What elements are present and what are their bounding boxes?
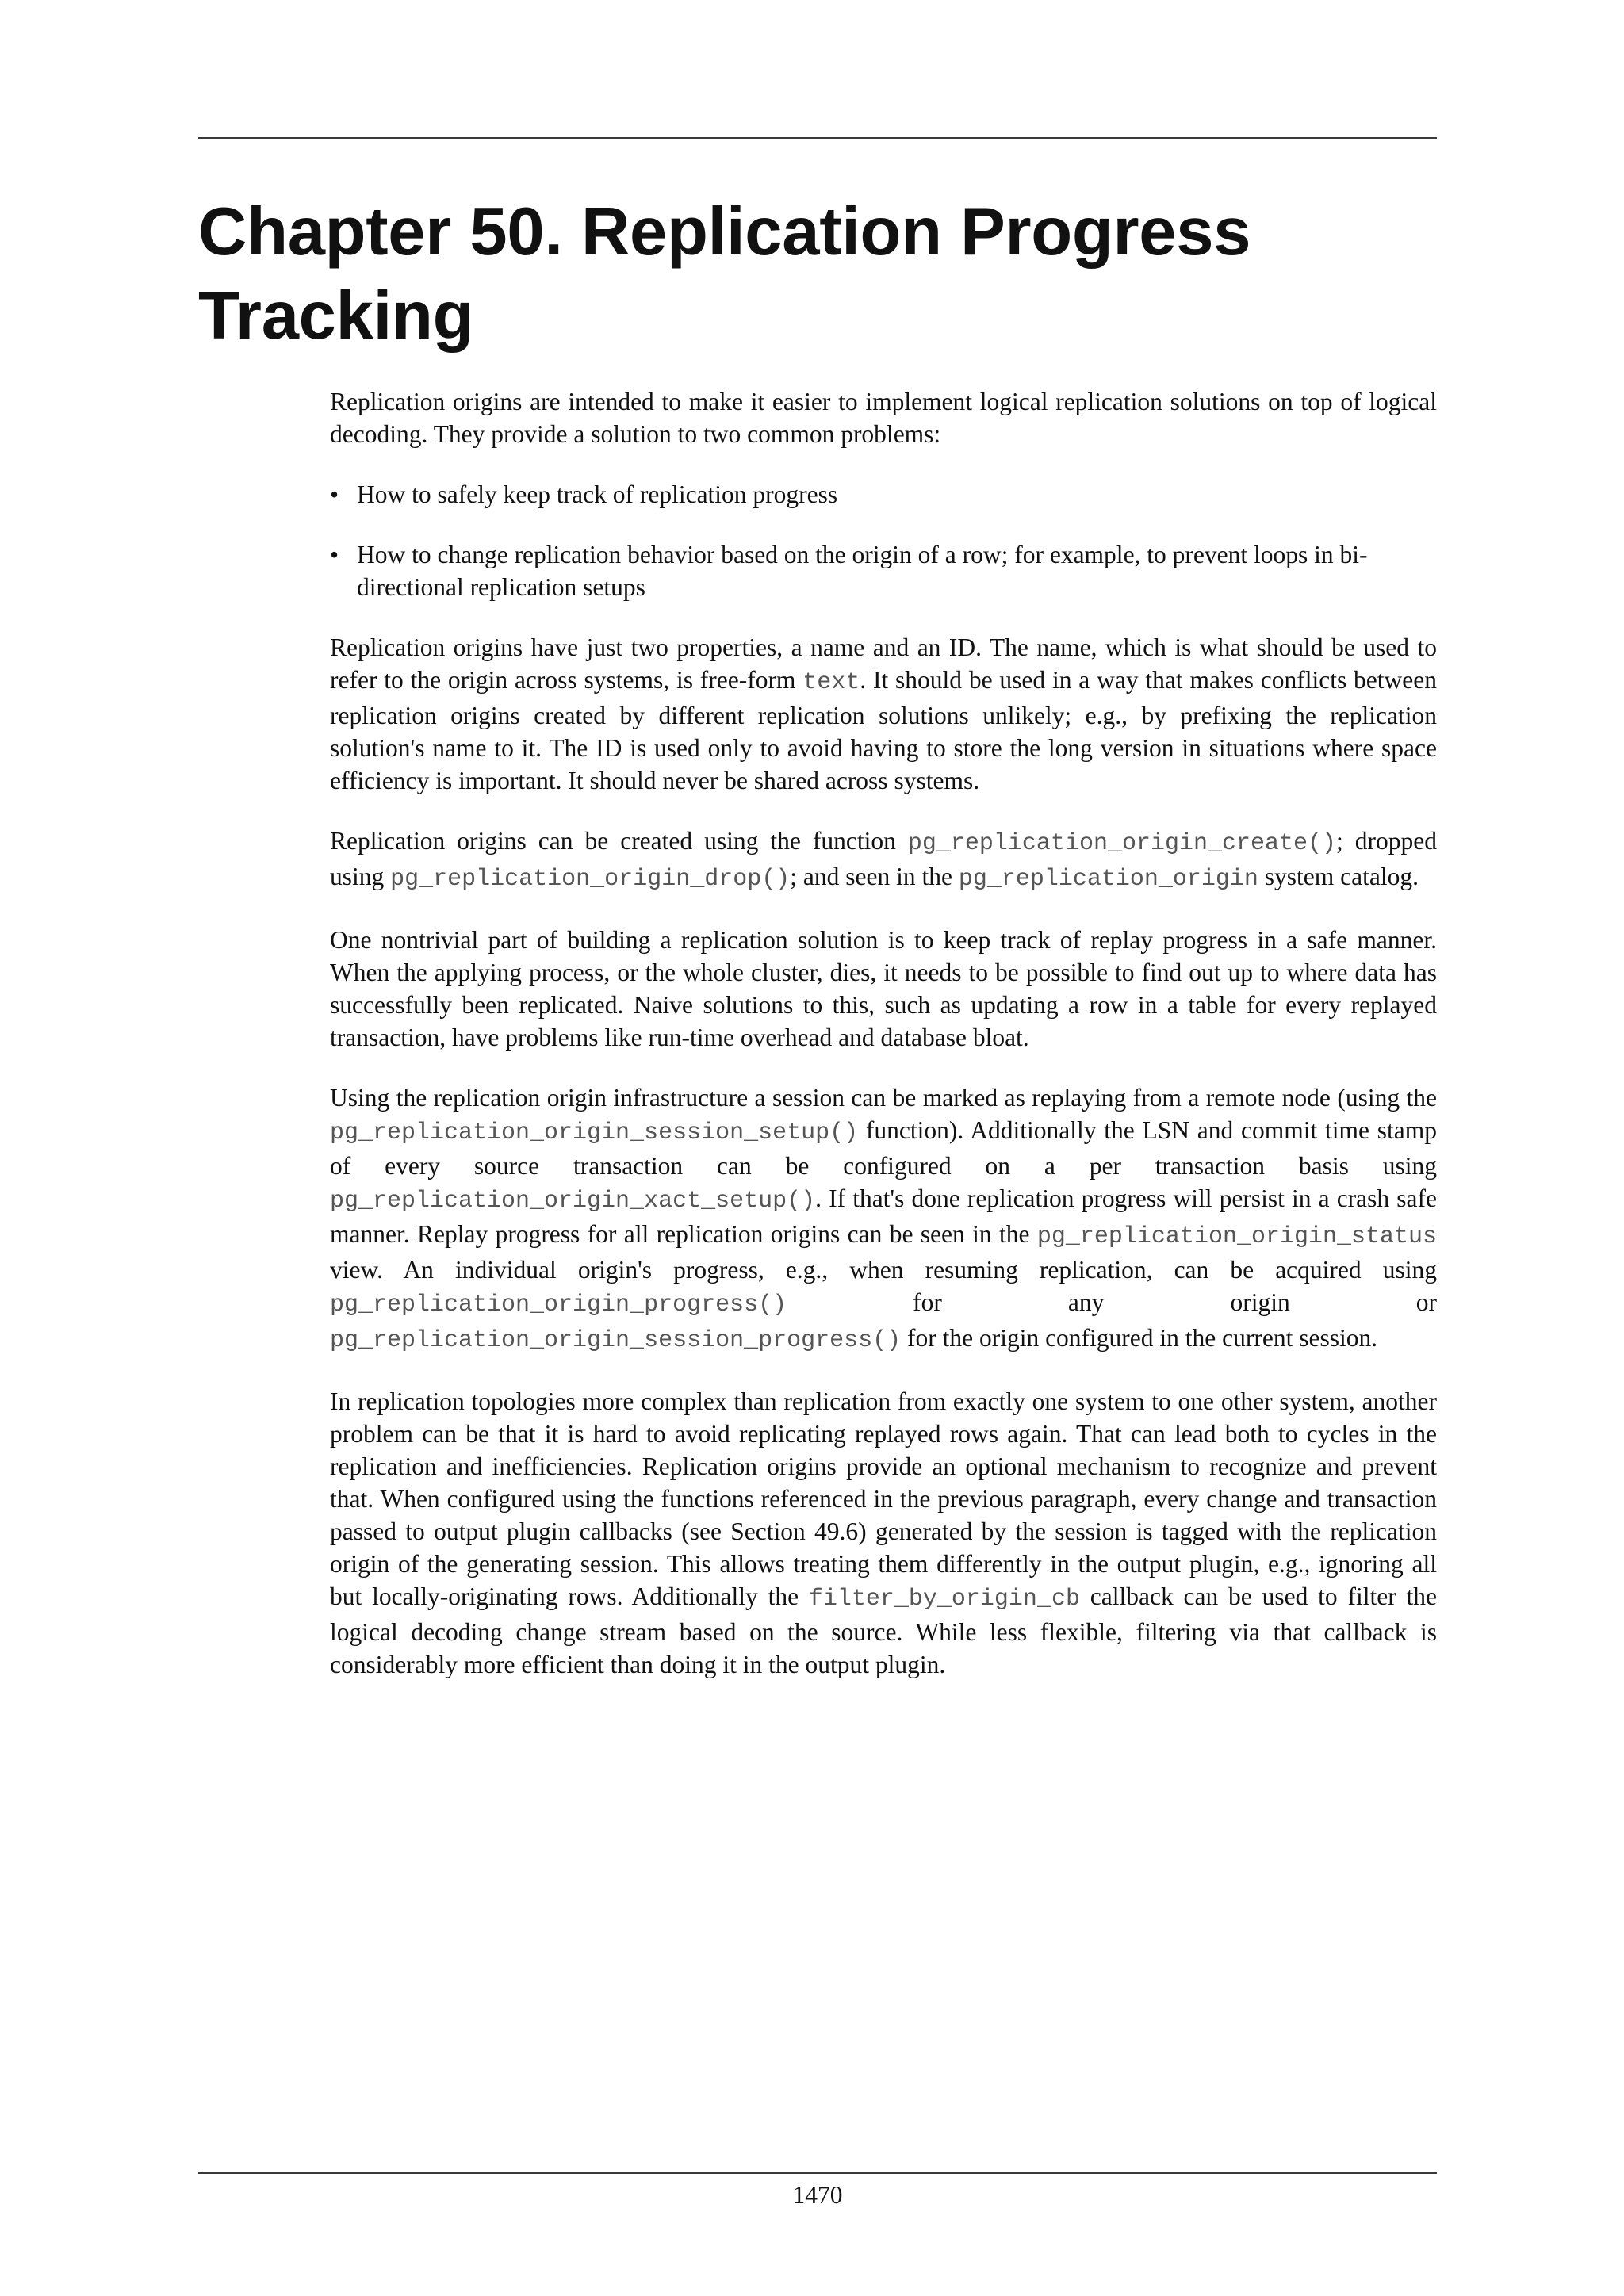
text-run: for the origin configured in the current session. <box>901 1324 1378 1352</box>
functions-paragraph <box>330 825 1437 896</box>
text-run: function). Additionally the LSN and commit time stamp of every source transaction can be configured on a per transaction basis using <box>330 1116 1437 1180</box>
properties-paragraph <box>330 631 1437 797</box>
chapter-title: Chapter 50. Replication Progress Tracking <box>198 194 1251 354</box>
text-run: Replication origins can be created using the function <box>330 827 908 855</box>
function-name: pg_replication_origin_xact_setup() <box>330 1188 816 1215</box>
text-run: view. An individual origin's progress, e.g., when resuming replication, can be acquired using <box>330 1256 1437 1284</box>
text-run: callback can be used to filter the logical decoding change stream based on the source. While less flexible, filtering via that callback is considerably more efficient than doing it in the output plugin. <box>330 1582 1437 1678</box>
text-run: Using the replication origin infrastructure a session can be marked as replaying from a remote node (using the <box>330 1084 1437 1112</box>
header-rule <box>198 137 1437 139</box>
list-item <box>330 478 1437 511</box>
view-name: pg_replication_origin_status <box>1036 1223 1437 1250</box>
text-run: In replication topologies more complex than replication from exactly one system to one other system, another problem can be that it is hard to avoid replicating replayed rows again. That can lead both to cycles in the replication and inefficiencies. Replication origins provide an optional mechanism to recognize and prevent that. When configured using the functions referenced in the previous paragraph, every change and transaction passed to output plugin callbacks (see Section 49.6) generated by the session is tagged with the replication origin of the generating session. This allows treating them differently in the output plugin, e.g., ignoring all but locally-originating rows. Additionally the <box>330 1387 1437 1610</box>
bullet-icon: • <box>330 541 339 568</box>
function-name: pg_replication_origin_progress() <box>330 1292 787 1318</box>
catalog-name: pg_replication_origin <box>958 866 1258 893</box>
text-run: system catalog. <box>1258 863 1419 890</box>
problems-list <box>330 478 1437 603</box>
text-run: Replication origins have just two properties, a name and an ID. The name, which is what should be used to refer to the origin across systems, is free-form <box>330 633 1437 694</box>
type-literal: text <box>802 669 860 696</box>
function-name: pg_replication_origin_drop() <box>390 866 791 893</box>
chapter-body <box>330 385 1437 1709</box>
list-item-text: How to safely keep track of replication progress <box>357 480 838 508</box>
callback-name: filter_by_origin_cb <box>808 1586 1080 1613</box>
list-item <box>330 538 1437 603</box>
text-run: . It should be used in a way that makes conflicts between replication origins created by different replication solutions unlikely; e.g., by prefixing the replication solution's name to it. The ID is used only to avoid having to store the long version in situations where space efficiency is important. It should never be shared across systems. <box>330 666 1437 794</box>
intro-paragraph: Replication origins are intended to make it easier to implement logical replication solutions on top of logical decoding. They provide a solution to two common problems: <box>330 388 1437 448</box>
infrastructure-paragraph <box>330 1081 1437 1357</box>
text-run: . If that's done replication progress will persist in a crash safe manner. Replay progress for all replication origins can be seen in the <box>330 1184 1437 1248</box>
text-run: for any origin or <box>787 1288 1437 1316</box>
page-number: 1470 <box>792 2181 843 2209</box>
topologies-paragraph <box>330 1385 1437 1681</box>
function-name: pg_replication_origin_session_setup() <box>330 1119 859 1146</box>
function-name: pg_replication_origin_session_progress() <box>330 1327 902 1354</box>
nontrivial-paragraph: One nontrivial part of building a replication solution is to keep track of replay progress in a safe manner. When the applying process, or the whole cluster, dies, it needs to be possible to find out up to where data has successfully been replicated. Naive solutions to this, such as updating a row in a table for every replayed transaction, have problems like run-time overhead and database bloat. <box>330 926 1437 1051</box>
list-item-text: How to change replication behavior based on the origin of a row; for example, to prevent loops in bi-directional replication setups <box>357 541 1368 601</box>
function-name: pg_replication_origin_create() <box>907 830 1336 857</box>
text-run: ; dropped using <box>330 827 1437 890</box>
bullet-icon: • <box>330 480 339 508</box>
footer-rule <box>198 2172 1437 2174</box>
text-run: ; and seen in the <box>790 863 959 890</box>
